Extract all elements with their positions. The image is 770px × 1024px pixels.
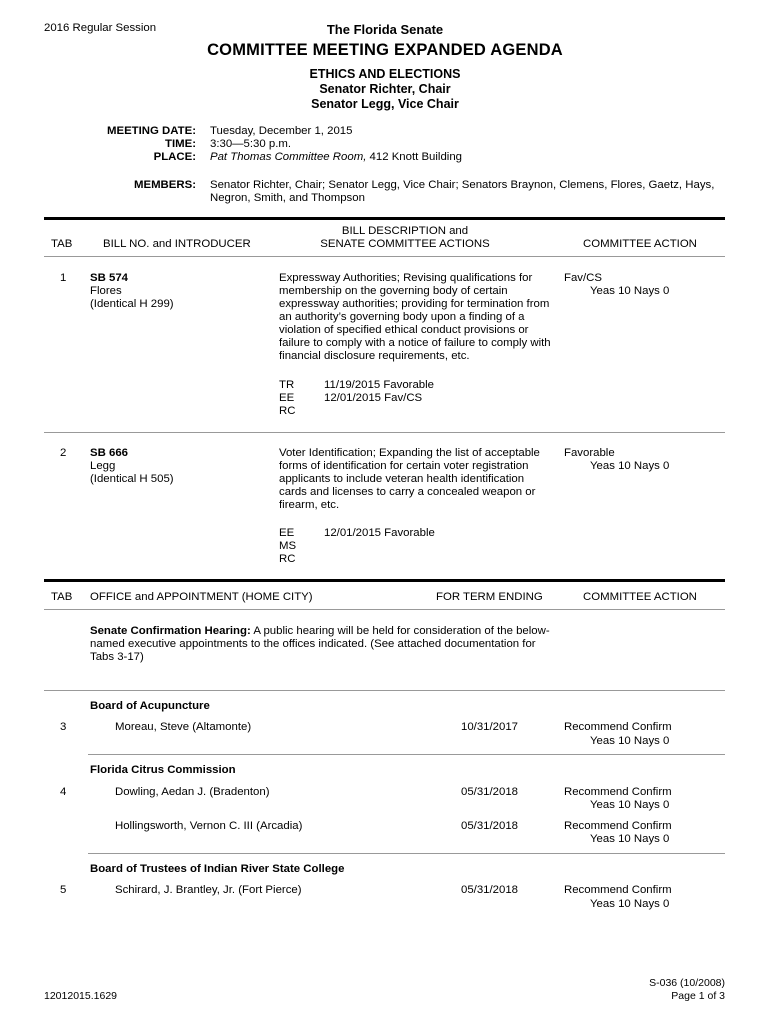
bill-1-action-committee: TR <box>279 379 295 391</box>
bill-1-desc-line: Expressway Authorities; Revising qualifications for <box>279 272 533 284</box>
bill-2-tab: 2 <box>60 447 67 459</box>
appt-group-divider <box>88 754 725 755</box>
meeting-time-label: TIME: <box>164 138 196 150</box>
appt-vote: Yeas 10 Nays 0 <box>590 799 670 811</box>
members-label: MEMBERS: <box>133 179 196 191</box>
appt-tab: 3 <box>60 721 67 733</box>
hearing-text-1: A public hearing will be held for consideration of the below- <box>253 625 550 637</box>
hearing-notice-line-2: named executive appointments to the offices indicated. (See attached documentation for <box>90 638 536 650</box>
appt-committee-action: Recommend Confirm <box>564 786 672 798</box>
bill-1-introducer: Flores <box>90 285 122 297</box>
office-name: Board of Trustees of Indian River State College <box>90 863 345 875</box>
hearing-notice-line-3: Tabs 3-17) <box>90 651 144 663</box>
bill-2-committee-action: Favorable <box>564 447 615 459</box>
appt-vote: Yeas 10 Nays 0 <box>590 735 670 747</box>
bill-2-identical: (Identical H 505) <box>90 473 174 485</box>
bill-2-vote: Yeas 10 Nays 0 <box>590 460 670 472</box>
office-name: Board of Acupuncture <box>90 700 210 712</box>
term-ending: 10/31/2017 <box>461 721 519 733</box>
term-ending: 05/31/2018 <box>461 820 519 832</box>
committee-name: ETHICS AND ELECTIONS <box>309 67 461 81</box>
meeting-room: Pat Thomas Committee Room, <box>210 151 367 163</box>
meeting-date-label: MEETING DATE: <box>106 125 196 137</box>
page-title: COMMITTEE MEETING EXPANDED AGENDA <box>207 41 563 59</box>
bill-2-action-committee: RC <box>279 553 296 565</box>
bill-2-action-committee: MS <box>279 540 297 552</box>
bill-2-desc-line: Voter Identification; Expanding the list of acceptable <box>279 447 540 459</box>
bill-2-number: SB 666 <box>90 447 128 459</box>
bill-2-desc-line: applicants to include veteran health identification <box>279 473 525 485</box>
bill-1-action-result: 12/01/2015 Fav/CS <box>324 392 423 404</box>
bills-col-desc-line-2: SENATE COMMITTEE ACTIONS <box>320 238 490 250</box>
bill-2-action-result: 12/01/2015 Favorable <box>324 527 435 539</box>
hearing-label: Senate Confirmation Hearing: <box>90 625 251 637</box>
bills-header-rule <box>44 256 725 257</box>
appt-col-term: FOR TERM ENDING <box>436 591 543 603</box>
appt-tab: 4 <box>60 786 67 798</box>
appointee-name: Moreau, Steve (Altamonte) <box>115 721 252 733</box>
appt-col-action: COMMITTEE ACTION <box>583 591 697 603</box>
bill-1-desc-line: failure to comply with a notice of failure to comply with <box>279 337 551 349</box>
bill-row-divider <box>44 432 725 433</box>
members-line-1: Senator Richter, Chair; Senator Legg, Vice Chair; Senators Braynon, Clemens, Flores, Gaetz, Hays, <box>210 179 715 191</box>
appt-group-divider <box>88 853 725 854</box>
bill-1-vote: Yeas 10 Nays 0 <box>590 285 670 297</box>
bill-1-desc-line: membership on the governing body of certain <box>279 285 508 297</box>
form-number: S-036 (10/2008) <box>649 977 725 989</box>
appointments-table-top-rule <box>44 579 725 582</box>
appointee-name: Schirard, J. Brantley, Jr. (Fort Pierce) <box>115 884 302 896</box>
bill-1-committee-action: Fav/CS <box>564 272 602 284</box>
bills-col-desc-line-1: BILL DESCRIPTION and <box>341 225 469 237</box>
meeting-time: 3:30—5:30 p.m. <box>210 138 292 150</box>
page-number: Page 1 of 3 <box>671 990 725 1002</box>
members-line-2: Negron, Smith, and Thompson <box>210 192 365 204</box>
office-name: Florida Citrus Commission <box>90 764 236 776</box>
appt-tab: 5 <box>60 884 67 896</box>
bills-col-bill: BILL NO. and INTRODUCER <box>103 238 251 250</box>
bills-col-action: COMMITTEE ACTION <box>583 238 697 250</box>
bill-1-desc-line: violation of specified ethical conduct provisions or <box>279 324 529 336</box>
hearing-notice-line-1 <box>90 625 550 638</box>
meeting-place-label: PLACE: <box>153 151 196 163</box>
bill-1-desc-line: expressway authorities; providing for termination from <box>279 298 550 310</box>
bill-2-desc-line: forms of identification for certain voter registration <box>279 460 529 472</box>
bill-1-action-committee: RC <box>279 405 296 417</box>
committee-chair: Senator Richter, Chair <box>319 82 451 96</box>
bill-2-desc-line: cards and licenses to carry a concealed weapon or <box>279 486 536 498</box>
bill-2-introducer: Legg <box>90 460 116 472</box>
bill-1-action-committee: EE <box>279 392 295 404</box>
appt-header-rule <box>44 609 725 610</box>
doc-id: 12012015.1629 <box>44 990 117 1002</box>
session-label: 2016 Regular Session <box>44 22 157 34</box>
appt-divider <box>44 690 725 691</box>
appt-vote: Yeas 10 Nays 0 <box>590 833 670 845</box>
bills-table-top-rule <box>44 217 725 220</box>
appt-vote: Yeas 10 Nays 0 <box>590 898 670 910</box>
term-ending: 05/31/2018 <box>461 884 519 896</box>
meeting-date: Tuesday, December 1, 2015 <box>210 125 353 137</box>
bill-1-action-result: 11/19/2015 Favorable <box>324 379 434 391</box>
appointee-name: Dowling, Aedan J. (Bradenton) <box>115 786 270 798</box>
bill-1-desc-line: an authority’s governing body upon a finding of a <box>279 311 525 323</box>
chamber-name: The Florida Senate <box>326 22 444 37</box>
appointee-name: Hollingsworth, Vernon C. III (Arcadia) <box>115 820 303 832</box>
appt-committee-action: Recommend Confirm <box>564 820 672 832</box>
bill-2-desc-line: firearm, etc. <box>279 499 340 511</box>
appt-committee-action: Recommend Confirm <box>564 721 672 733</box>
meeting-place <box>210 151 462 164</box>
bill-1-number: SB 574 <box>90 272 128 284</box>
appt-committee-action: Recommend Confirm <box>564 884 672 896</box>
bill-1-identical: (Identical H 299) <box>90 298 174 310</box>
committee-vice-chair: Senator Legg, Vice Chair <box>311 97 459 111</box>
term-ending: 05/31/2018 <box>461 786 519 798</box>
meeting-building: 412 Knott Building <box>369 151 462 163</box>
bill-2-action-committee: EE <box>279 527 295 539</box>
bill-1-desc-line: financial disclosure requirements, etc. <box>279 350 470 362</box>
bills-col-tab: TAB <box>51 238 73 250</box>
appt-col-tab: TAB <box>51 591 73 603</box>
appt-col-office: OFFICE and APPOINTMENT (HOME CITY) <box>90 591 313 603</box>
bill-1-tab: 1 <box>60 272 67 284</box>
